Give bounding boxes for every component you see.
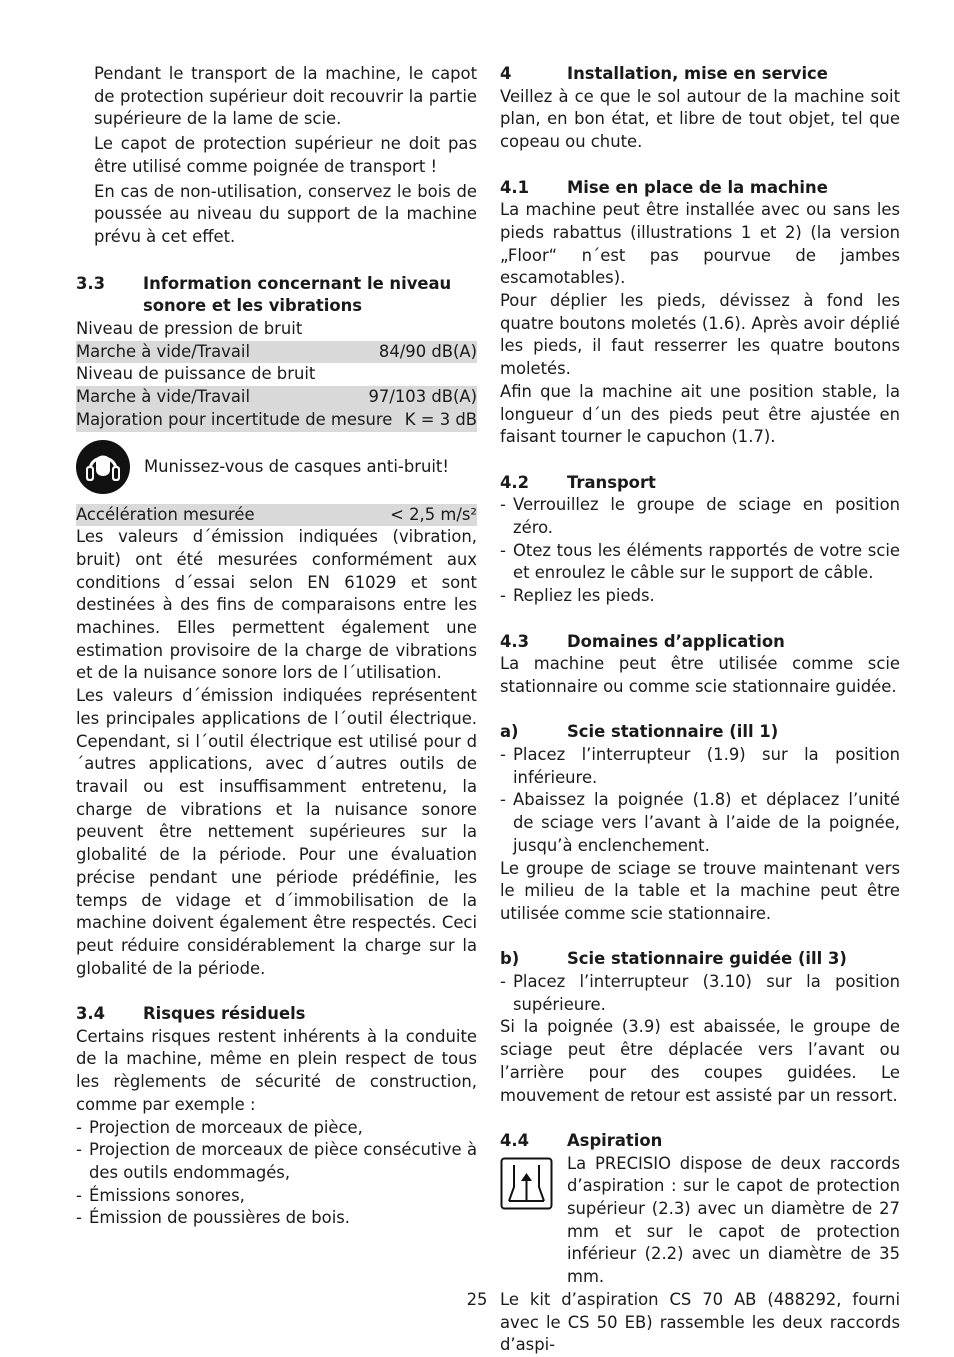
list-item: - Abaissez la poignée (1.8) et déplacez l’unité de sciage vers l’avant à l’aide de la poignée, jusqu’à enclenchement. (500, 789, 900, 857)
section-title: Mise en place de la machine (567, 177, 828, 197)
row-label: Accélération mesurée (76, 504, 255, 524)
spacer (76, 249, 477, 273)
table-row (76, 409, 477, 432)
list-item: - Émission de poussières de bois. (76, 1207, 477, 1230)
section-title: Installation, mise en service (567, 64, 828, 83)
list-item: - Émissions sonores, (76, 1185, 477, 1208)
spacer (500, 926, 900, 949)
section-number: 4.4 (500, 1130, 530, 1150)
section-title: Information concernant le niveau sonore et les vibrations (143, 273, 452, 316)
row-label: Niveau de pression de bruit (76, 319, 303, 339)
aspiration-icon-wrap (500, 1153, 567, 1289)
section-a-heading (500, 721, 900, 744)
section-4-3-heading (500, 631, 900, 654)
table-row (76, 318, 477, 341)
list-item: - Projection de morceaux de pièce consécutive à des outils endommagés, (76, 1139, 477, 1184)
table-row (76, 341, 477, 364)
row-value: 84/90 dB(A) (378, 341, 477, 361)
paragraph: Les valeurs d´émission indiquées représentent les principales applications de l´outil électrique. Cependant, si l´outil électrique est utilisé pour d´autres applications, avec d´autres outils de travail ou est insuffisamment entretenu, la charge de vibrations et la nuisance sonore peuvent être nettement supérieures sur la globalité de la période. Pour une évaluation précise pendant une période prédéfinie, les temps de vidage et d´immobilisation de la machine doivent également être respectés. Ceci peut réduire considérablement la charge sur la globalité de la période. (76, 686, 477, 978)
section-number: 3.3 (76, 273, 106, 293)
transport-list (500, 494, 900, 608)
row-label: Majoration pour incertitude de mesure (76, 409, 393, 429)
section-3-3-heading (76, 273, 477, 318)
spacer (500, 154, 900, 177)
row-value: < 2,5 m/s² (390, 504, 477, 524)
paragraph: Le groupe de sciage se trouve maintenant vers le milieu de la table et la machine peut être utilisée comme scie stationnaire. (500, 858, 900, 923)
list-item: - Otez tous les éléments rapportés de votre scie et enroulez le câble sur le support de câble. (500, 540, 900, 585)
list-item: - Verrouillez le groupe de sciage en position zéro. (500, 494, 900, 539)
section-4-heading (500, 63, 900, 86)
intro-paragraph: Pendant le transport de la machine, le capot de protection supérieur doit recouvrir la partie supérieure de la lame de scie. (94, 64, 477, 129)
section-number: 4.1 (500, 177, 530, 197)
list-item: - Placez l’interrupteur (3.10) sur la position supérieure. (500, 971, 900, 1016)
spacer (500, 608, 900, 631)
list-item: - Projection de morceaux de pièce, (76, 1117, 477, 1140)
row-label: Marche à vide/Travail (76, 341, 251, 361)
paragraph: Pour déplier les pieds, dévissez à fond les quatre boutons moletés (1.6). Après avoir déplié les pieds, il faut resserrer les quatre boutons moletés. (500, 291, 900, 379)
dust-extraction-icon (500, 1157, 553, 1210)
acceleration-row (76, 504, 477, 527)
ear-warning-text: Munissez-vous de casques anti-bruit! (144, 457, 449, 477)
intro-paragraph: En cas de non-utilisation, conservez le bois de poussée au niveau du support de la machine prévu à cet effet. (94, 181, 477, 246)
section-b-heading (500, 948, 900, 971)
paragraph: La machine peut être utilisée comme scie stationnaire ou comme scie stationnaire guidée. (500, 654, 900, 696)
row-value: K = 3 dB (404, 409, 477, 429)
guided-list (500, 971, 900, 1016)
section-4-2-heading (500, 472, 900, 495)
paragraph: La PRECISIO dispose de deux raccords d’aspiration : sur le capot de protection supérieur (2.3) avec un diamètre de 27 mm et sur le capot de protection inférieur (2.2) avec un diamètre de 35 mm. (567, 1153, 900, 1287)
list-item: - Placez l’interrupteur (1.9) sur la position inférieure. (500, 744, 900, 789)
paragraph: Les valeurs d´émission indiquées (vibration, bruit) ont été mesurées conformément aux conditions d´essai selon EN 61029 et sont destinées à des fins de comparaisons entre les machines. Elles permettent également une estimation provisoire de la charge de vibrations et de la nuisance sonore lors de l´utilisation. (76, 527, 477, 683)
row-value: 97/103 dB(A) (368, 387, 477, 407)
ear-protection-notice (76, 440, 477, 494)
section-number: a) (500, 722, 519, 742)
noise-table (76, 318, 477, 432)
section-3-4-heading (76, 1003, 477, 1026)
right-column (500, 63, 900, 1357)
list-item: - Repliez les pieds. (500, 585, 900, 608)
paragraph: La machine peut être installée avec ou sans les pieds rabattus (illustrations 1 et 2) (la version „Floor“ n´est pas pourvue de jambes escamotables). (500, 200, 900, 288)
section-number: 4.2 (500, 472, 530, 492)
section-number: 3.4 (76, 1004, 106, 1023)
section-title: Scie stationnaire guidée (ill 3) (567, 949, 847, 969)
page-number: 25 (466, 1290, 488, 1309)
aspiration-block (500, 1153, 900, 1289)
section-4-1-heading (500, 177, 900, 200)
table-row (76, 363, 477, 386)
section-title: Risques résiduels (143, 1004, 306, 1023)
spacer (500, 449, 900, 472)
intro-paragraph: Le capot de protection supérieur ne doit pas être utilisé comme poignée de transport ! (94, 134, 477, 176)
section-number: 4.3 (500, 631, 530, 651)
section-4-4-heading (500, 1130, 900, 1153)
paragraph: Afin que la machine ait une position stable, la longueur d´un des pieds peut être ajustée en faisant tourner le capuchon (1.7). (500, 381, 900, 447)
row-label: Niveau de puissance de bruit (76, 364, 316, 384)
section-number: 4 (500, 64, 512, 83)
ear-protection-icon (76, 440, 130, 494)
risk-list (76, 1117, 477, 1231)
stationary-list (500, 744, 900, 858)
section-title: Domaines d’application (567, 631, 785, 651)
section-title: Aspiration (567, 1130, 663, 1150)
left-column (76, 63, 477, 1230)
section-title: Scie stationnaire (ill 1) (567, 722, 779, 742)
paragraph: Si la poignée (3.9) est abaissée, le groupe de sciage peut être déplacée vers l’avant ou l’arrière pour des coupes guidées. Le mouvement de retour est assisté par un ressort. (500, 1017, 900, 1105)
row-label: Marche à vide/Travail (76, 387, 251, 407)
paragraph: Le kit d’aspiration CS 70 AB (488292, fourni avec le CS 50 EB) rassemble les deux raccords d’aspi- (500, 1289, 900, 1355)
section-title: Transport (567, 472, 656, 492)
paragraph: Veillez à ce que le sol autour de la machine soit plan, en bon état, et libre de tout objet, tel que copeau ou chute. (500, 86, 900, 152)
spacer (500, 1107, 900, 1130)
paragraph: Certains risques restent inhérents à la conduite de la machine, même en plein respect de tous les règlements de sécurité de construction, comme par exemple : (76, 1026, 477, 1114)
table-row (76, 386, 477, 409)
section-number: b) (500, 949, 520, 969)
spacer (500, 699, 900, 722)
spacer (76, 980, 477, 1003)
